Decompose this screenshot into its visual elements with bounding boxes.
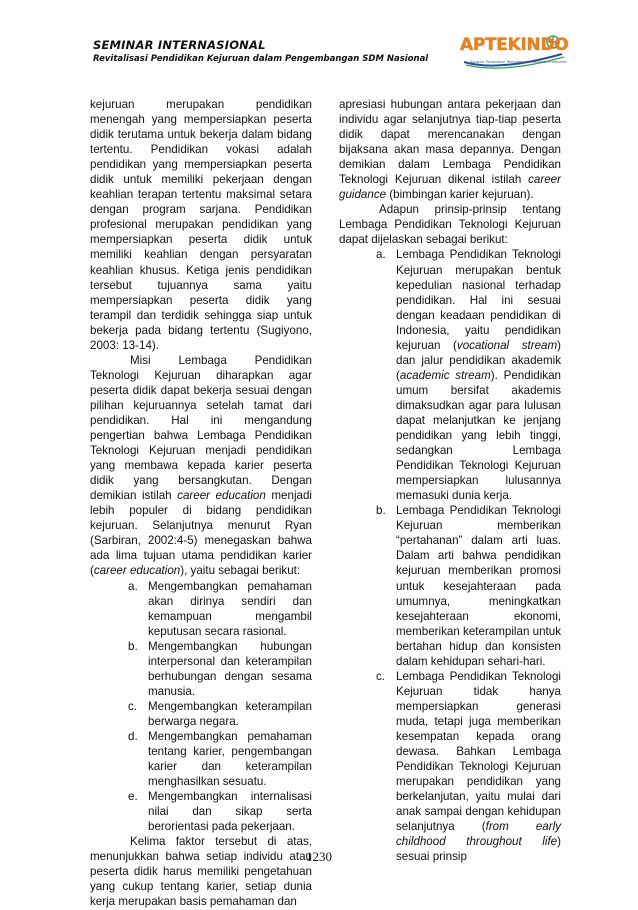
paragraph: kejuruan merupakan pendidikan menengah yang mempersiapkan peserta didik terutama untuk bekerja dalam bidang tertentu. Pendidikan vokasi adalah pendidikan yang mempersiapkan peserta didik untuk memiliki pekerjaan dengan keahlian terapan tertentu maksimal setara dengan program sarjana. Pendidikan profesional merupakan pendidikan yang mempersiapkan peserta didik untuk memiliki keahlian dengan persyaratan keahlian khusus. Ketiga jenis pendidikan tersebut tujuannya sama yaitu mempersiapkan peserta didik yang terampil dan terdidik sehingga siap untuk bekerja pada bidang tertentu (Sugiyono, 2003: 13-14). — [90, 98, 312, 352]
logo-wordmark: APTEKINDO — [460, 35, 569, 55]
career-goals-list — [90, 579, 312, 835]
list-item: d. Mengembangkan pemahaman tentang karier, pengembangan karier dan keterampilan menghasilkan sesuatu. — [128, 729, 312, 789]
principles-list — [339, 247, 561, 864]
seminar-title: SEMINAR INTERNASIONAL — [93, 38, 266, 52]
list-item: a. Lembaga Pendidikan Teknologi Kejuruan merupakan bentuk kepedulian nasional terhadap pendidikan. Hal ini sesuai dengan keadaan pendidikan di Indonesia, yaitu pendidikan kejuruan (vocational stream) dan jalur pendidikan akademik (academic stream). Pendidikan umum bersifat akademis dimaksudkan agar para lulusan dapat melanjutkan ke jenjang pendidikan yang lebih tinggi, sedangkan Lembaga Pendidikan Teknologi Kejuruan mempersiapkan lulusannya memasuki dunia kerja. — [376, 248, 562, 503]
list-item: e. Mengembangkan internalisasi nilai dan sikap serta berorientasi pada pekerjaan. — [128, 790, 312, 834]
list-item: c. Lembaga Pendidikan Teknologi Kejuruan tidak hanya mempersiapkan generasi muda, tetapi juga memberikan kesempatan kepada orang dewasa. Bahkan Lembaga Pendidikan Teknologi Kejuruan merupakan pendidikan yang berkelanjutan, yaitu mulai dari anak sampai dengan kehidupan selanjutnya (from early childhood throughout life) sesuai prinsip — [376, 669, 561, 864]
paragraph: Misi Lembaga Pendidikan Teknologi Kejuruan diharapkan agar peserta didik dapat bekerja sesuai dengan pilihan kejuruannya setelah tamat dari pendidikan. Hal ini mengandung pengertian bahwa Lembaga Pendidikan Teknologi Kejuruan menjadi pendidikan yang membawa kepada karier peserta didik yang bersangkutan. Dengan demikian istilah career education menjadi lebih populer di bidang pendidikan kejuruan. Selanjutnya menurut Ryan (Sarbiran, 2002:4-5) menegaskan bahwa ada lima tujuan utama pendidikan karier (career education), yaitu sebagai berikut: — [90, 353, 312, 578]
page-number: 1230 — [306, 849, 332, 864]
left-column — [90, 97, 312, 910]
paragraph: apresiasi hubungan antara pekerjaan dan individu agar selanjutnya tiap-tiap peserta didik dapat merencanakan dengan bijaksana akan masa depannya. Dengan demikian dalam Lembaga Pendidikan Teknologi Kejuruan dikenal istilah career guidance (bimbingan karier kejuruan). — [339, 98, 561, 202]
right-column — [339, 97, 561, 864]
list-item: b. Lembaga Pendidikan Teknologi Kejuruan memberikan “pertahanan” dalam arti luas. Dalam arti bahwa pendidikan kejuruan memberikan promosi untuk kesejahteraan pada umumnya, meningkatkan kesejahteraan ekonomi, memberikan keterampilan untuk bertahan hidup dan konsisten dalam kehidupan sehari-hari. — [376, 504, 561, 668]
paragraph: Kelima faktor tersebut di atas, menunjukkan bahwa setiap individu atau peserta didik harus memiliki pengetahuan yang cukup tentang karier, setiap dunia kerja merupakan basis pemahaman dan — [90, 835, 312, 909]
seminar-subtitle: Revitalisasi Pendidikan Kejuruan dalam Pengembangan SDM Nasional — [93, 54, 429, 64]
list-item: b. Mengembangkan hubungan interpersonal dan keterampilan berhubungan dengan sesama manusia. — [128, 639, 312, 698]
paragraph: Adapun prinsip-prinsip tentang Lembaga Pendidikan Teknologi Kejuruan dapat dijelaskan sebagai berikut: — [339, 203, 561, 247]
logo-caption: Asosiasi Pendidikan Teknologi dan Kejuruan Indonesia — [470, 60, 567, 64]
list-item: c. Mengembangkan keterampilan berwarga negara. — [128, 699, 312, 728]
list-item: a. Mengembangkan pemahaman akan dirinya sendiri dan kemampuan mengambil keputusan secara rasional. — [128, 579, 312, 638]
aptekindo-logo — [458, 32, 568, 74]
